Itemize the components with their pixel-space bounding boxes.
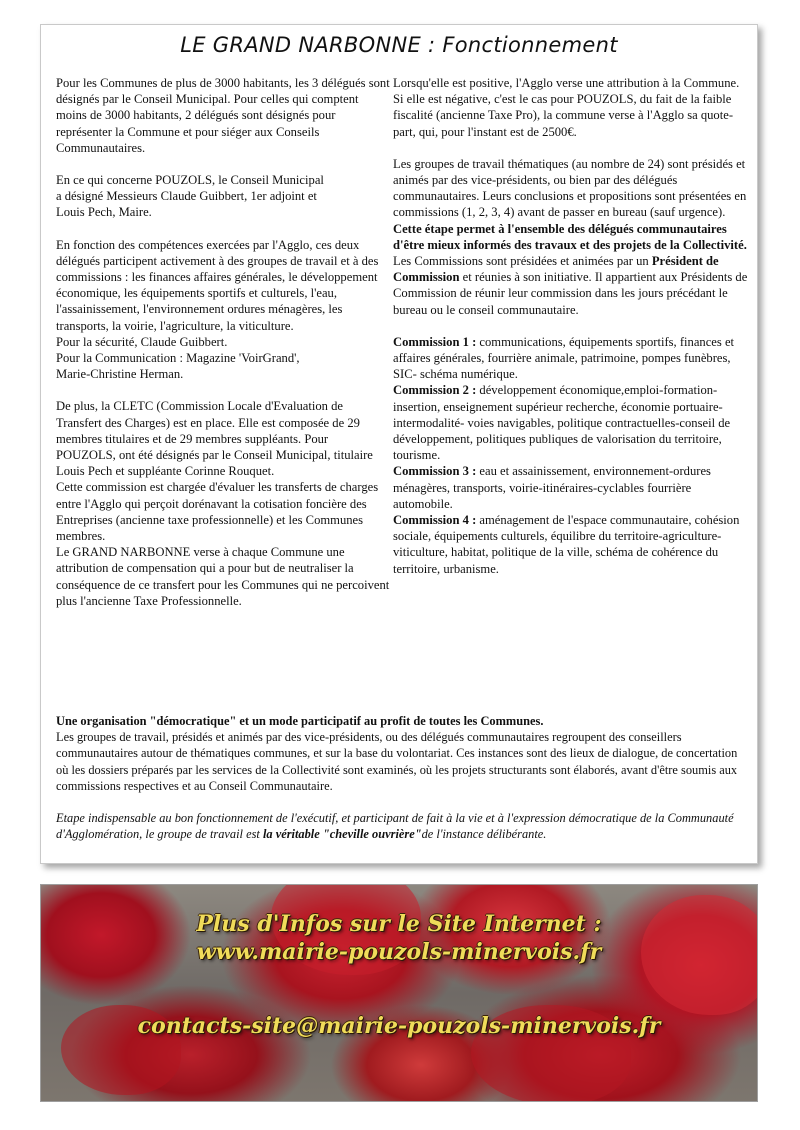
banner-heading: Plus d'Infos sur le Site Internet : (196, 911, 602, 937)
closing-note (56, 810, 751, 842)
paragraph (393, 156, 751, 253)
commission-3 (393, 463, 751, 512)
paragraph-text: Les groupes de travail thématiques (au nombre de 24) sont présidés et animés par des vice-présidents, ou bien par des délégués communautaires. Leurs conclusions et propositions sont présentées en commissions (1, 2, 3, 4) avant de passer en bureau (sauf urgence). (393, 156, 747, 220)
article-panel (40, 24, 758, 864)
paragraph: Pour les Communes de plus de 3000 habitants, les 3 délégués sont désignés par le Conseil Municipal. Pour celles qui comptent moins de 3000 habitants, 2 délégués sont désignés pour représenter la Commune et pour siéger aux Conseils Communautaires. (56, 76, 390, 155)
paragraph: Pour la Communication : Magazine 'VoirGrand', (56, 351, 300, 366)
paragraph: Marie-Christine Herman. (56, 367, 184, 382)
paragraph: a désigné Messieurs Claude Guibbert, 1er adjoint et (56, 189, 317, 204)
paragraph: Louis Pech, Maire. (56, 205, 152, 220)
commission-label: Commission 4 : (393, 513, 477, 528)
commission-text: aménagement de l'espace communautaire, cohésion sociale, équipements culturels, équilibre du territoire-agriculture-viticulture, habitat, politique de la ville, schéma de cohérence du territoire, urbanisme. (393, 513, 740, 576)
paragraph: De plus, la CLETC (Commission Locale d'Evaluation de Transfert des Charges) est en place. Elle est composée de 29 membres titulaires et de 29 membres suppléants. Pour POUZOLS, ont été désignés par le Conseil Municipal, titulaire Louis Pech et suppléante Corinne Rouquet. (56, 399, 373, 479)
paragraph: En ce qui concerne POUZOLS, le Conseil Municipal (56, 173, 324, 188)
commission-1 (393, 334, 751, 383)
paragraph: Cette commission est chargée d'évaluer les transferts de charges entre l'Agglo qui perçoit dorénavant la cotisation foncière des Entreprises (ancienne taxe professionnelle) et les Communes membres. (56, 480, 379, 544)
bold-text: la véritable "cheville ouvrière" (262, 827, 422, 842)
paragraph (393, 253, 751, 318)
commission-2 (393, 382, 751, 463)
paragraph: Si elle est négative, c'est le cas pour POUZOLS, du fait de la faible fiscalité (ancienne Taxe Pro), la commune verse à l'Agglo sa quote-part, qui, pour l'instant est de 2500€. (393, 92, 734, 139)
left-column (56, 75, 391, 609)
commission-label: Commission 3 : (393, 464, 477, 479)
note-text: Etape indispensable au bon fonctionnement de l'exécutif, et participant de fait à la vie et à l'expression démocratique de la Communauté d'Agglomération, le groupe de travail est (56, 811, 734, 842)
section-heading: Une organisation "démocratique" et un mode participatif au profit de toutes les Communes. (56, 714, 544, 728)
page-title: LE GRAND NARBONNE : Fonctionnement (180, 33, 618, 57)
commission-label: Commission 1 : (393, 334, 477, 349)
bold-text: Président de Commission (393, 254, 719, 285)
paragraph-text: et réunies à son initiative. Il appartient aux Présidents de Commission de réunir leur commission dans les jours précédant le bureau ou le conseil communautaire. (393, 270, 748, 317)
note-text: de l'instance délibérante. (421, 827, 547, 842)
paragraph: Le GRAND NARBONNE verse à chaque Commune une attribution de compensation qui a pour but de neutraliser la conséquence de ce transfert pour les Communes qui ne percoivent plus l'ancienne Taxe Professionnelle. (56, 545, 390, 608)
website-link[interactable]: www.mairie-pouzols-minervois.fr (196, 939, 602, 965)
right-column (393, 75, 751, 577)
bottom-section (56, 713, 751, 842)
commission-text: développement économique,emploi-formation-insertion, enseignement supérieur recherche, économie portuaire-intermodalité- voies navigables, politique contractuelles-conseil de développement, politiques publiques de valorisation du territoire, tourisme. (393, 383, 731, 463)
commission-4 (393, 512, 751, 577)
contact-email-link[interactable]: contacts-site@mairie-pouzols-minervois.fr (137, 1013, 661, 1039)
commission-label: Commission 2 : (393, 383, 477, 398)
bold-text: Cette étape permet à l'ensemble des délégués communautaires d'être mieux informés des travaux et des projets de la Collectivité. (393, 221, 747, 252)
paragraph: Lorsqu'elle est positive, l'Agglo verse une attribution à la Commune. (393, 76, 740, 90)
commission-text: eau et assainissement, environnement-ordures ménagères, transports, voirie-itinéraires-cyclables fourrière automobile. (393, 464, 711, 511)
paragraph: Les groupes de travail, présidés et animés par des vice-présidents, ou des délégués communautaires regroupent des conseillers communautaires autour de thématiques communes, et sur la base du volontariat. Ces instances sont des lieux de dialogue, de concertation où les dossiers préparés par les services de la Collectivité sont examinés, où les projets structurants sont élaborés, avant d'être soumis aux commissions respectives et au Conseil Communautaire. (56, 730, 738, 793)
website-banner (40, 884, 758, 1102)
paragraph: En fonction des compétences exercées par l'Agglo, ces deux délégués participent activement à des groupes de travail et à des commissions : les finances affaires générales, le développement économique, les équipements sportifs et culturels, l'eau, l'assainissement, l'environnement ordures ménagères, les transports, la voirie, l'agriculture, la viticulture. (56, 237, 379, 333)
paragraph: Pour la sécurité, Claude Guibbert. (56, 334, 228, 349)
paragraph-text: Les Commissions sont présidées et animées par un (393, 254, 649, 269)
commission-text: communications, équipements sportifs, finances et affaires générales, fourrière animale, patrimoine, pompes funèbres, SIC- schéma numérique. (393, 334, 735, 382)
